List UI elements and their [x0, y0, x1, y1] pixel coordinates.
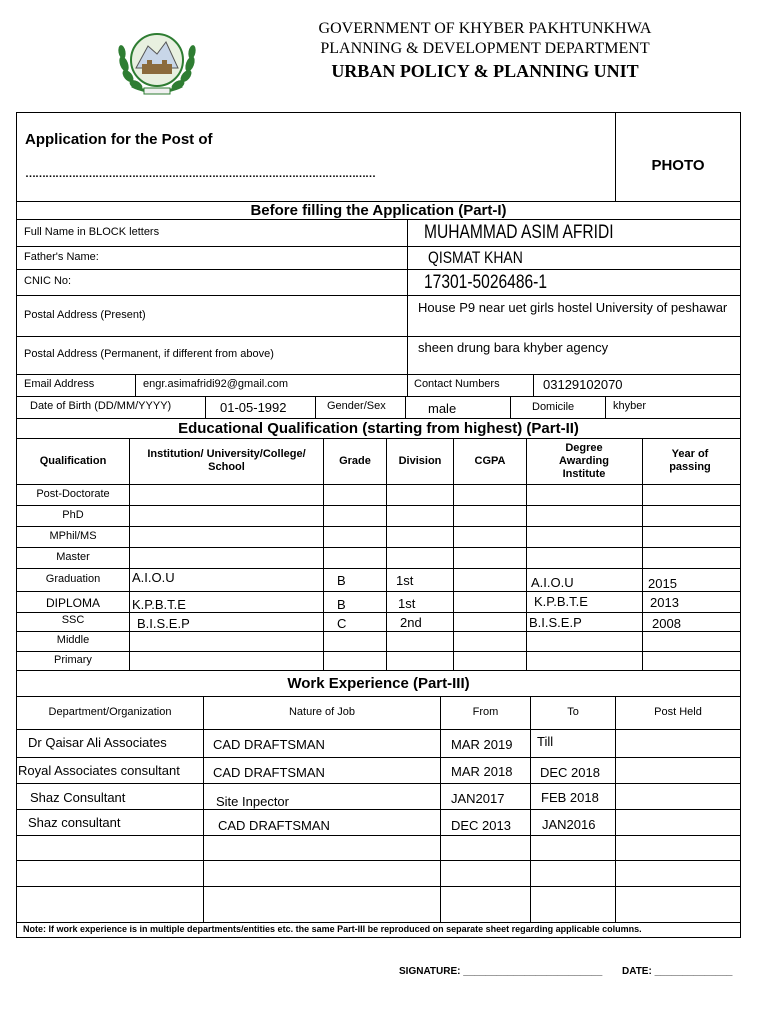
- gender-label: Gender/Sex: [327, 400, 386, 412]
- work-row-nature[interactable]: CAD DRAFTSMAN: [218, 818, 330, 833]
- header-department: PLANNING & DEVELOPMENT DEPARTMENT: [320, 40, 650, 57]
- edu-header-qualification: Qualification: [39, 455, 107, 467]
- edu-header-institution: Institution/ University/College/ School: [147, 448, 306, 473]
- edu-row-division[interactable]: 2nd: [400, 615, 422, 630]
- post-dots-field[interactable]: ……………………………………………………………………………………………: [25, 168, 375, 180]
- part1-title: Before filling the Application (Part-I): [250, 202, 507, 219]
- edu-row-grade[interactable]: B: [337, 573, 346, 588]
- header-government: GOVERNMENT OF KHYBER PAKHTUNKHWA: [318, 20, 652, 37]
- domicile-field[interactable]: khyber: [613, 400, 647, 412]
- gender-field[interactable]: male: [428, 401, 457, 416]
- edu-header-grade: Grade: [339, 455, 371, 467]
- full-name-label: Full Name in BLOCK letters: [24, 226, 160, 238]
- present-address-label: Postal Address (Present): [24, 309, 146, 321]
- present-address-field[interactable]: House P9 near uet girls hostel University of peshawar: [418, 300, 728, 315]
- edu-row-grade[interactable]: C: [337, 616, 347, 631]
- dob-field[interactable]: 01-05-1992: [220, 400, 287, 415]
- work-header-nature: Nature of Job: [288, 706, 356, 718]
- work-row-from[interactable]: MAR 2018: [451, 764, 513, 779]
- work-row-organization[interactable]: Dr Qaisar Ali Associates: [28, 735, 167, 750]
- edu-row-division[interactable]: 1st: [396, 573, 414, 588]
- full-name-value: MUHAMMAD ASIM AFRIDI: [424, 222, 614, 243]
- edu-row-qualification: Primary: [54, 654, 92, 666]
- domicile-label: Domicile: [532, 401, 575, 413]
- work-experience-note: Note: If work experience is in multiple departments/entities etc. the same Part-III be reproduced on separate sheet regarding applicable columns.: [23, 924, 642, 934]
- part3-title: Work Experience (Part-III): [287, 675, 470, 692]
- permanent-address-field[interactable]: sheen drung bara khyber agency: [418, 340, 609, 355]
- edu-row-qualification: SSC: [61, 614, 85, 626]
- edu-row-year[interactable]: 2008: [652, 616, 681, 631]
- edu-row-division[interactable]: 1st: [398, 596, 416, 611]
- edu-row-qualification: Master: [56, 551, 90, 563]
- work-row-from[interactable]: MAR 2019: [451, 737, 513, 752]
- work-row-to[interactable]: Till: [537, 734, 554, 749]
- edu-header-year: Year of passing: [669, 448, 711, 473]
- edu-row-awarding[interactable]: A.I.O.U: [531, 575, 574, 590]
- edu-row-qualification: PhD: [62, 509, 84, 521]
- photo-label: PHOTO: [651, 157, 705, 174]
- edu-row-institution[interactable]: B.I.S.E.P: [137, 616, 190, 631]
- work-row-to[interactable]: JAN2016: [542, 817, 596, 832]
- work-header-organization: Department/Organization: [48, 706, 172, 718]
- date-field[interactable]: DATE: ______________: [622, 966, 733, 977]
- work-row-organization[interactable]: Shaz Consultant: [30, 790, 126, 805]
- edu-row-awarding[interactable]: B.I.S.E.P: [529, 615, 582, 630]
- father-name-value: QISMAT KHAN: [428, 248, 523, 267]
- work-header-to: To: [567, 706, 579, 718]
- edu-row-qualification: MPhil/MS: [49, 530, 97, 542]
- edu-row-qualification: Middle: [56, 634, 90, 646]
- edu-header-division: Division: [398, 455, 442, 467]
- edu-row-qualification: Graduation: [45, 573, 101, 585]
- dob-label: Date of Birth (DD/MM/YYYY): [30, 400, 172, 412]
- header-unit: URBAN POLICY & PLANNING UNIT: [331, 61, 639, 81]
- work-row-to[interactable]: FEB 2018: [541, 790, 599, 805]
- edu-row-institution[interactable]: A.I.O.U: [132, 570, 175, 585]
- post-label: Application for the Post of: [25, 131, 213, 148]
- cnic-label: CNIC No:: [24, 275, 72, 287]
- edu-header-awarding: Degree Awarding Institute: [559, 442, 609, 480]
- government-emblem-logo: [114, 24, 200, 98]
- work-row-organization[interactable]: Shaz consultant: [28, 815, 121, 830]
- work-row-nature[interactable]: CAD DRAFTSMAN: [213, 765, 325, 780]
- edu-row-qualification: DIPLOMA: [45, 596, 100, 610]
- edu-row-year[interactable]: 2013: [650, 595, 679, 610]
- permanent-address-label: Postal Address (Permanent, if different from above): [24, 348, 274, 360]
- contact-label: Contact Numbers: [414, 378, 500, 390]
- contact-field[interactable]: 03129102070: [543, 377, 623, 392]
- signature-field[interactable]: SIGNATURE: _________________________: [399, 966, 603, 977]
- edu-row-institution[interactable]: K.P.B.T.E: [132, 597, 186, 612]
- email-field[interactable]: engr.asimafridi92@gmail.com: [143, 378, 289, 390]
- work-row-from[interactable]: DEC 2013: [451, 818, 511, 833]
- work-row-nature[interactable]: CAD DRAFTSMAN: [213, 737, 325, 752]
- edu-header-cgpa: CGPA: [474, 455, 506, 467]
- edu-row-awarding[interactable]: K.P.B.T.E: [534, 594, 588, 609]
- work-row-organization[interactable]: Royal Associates consultant: [18, 763, 180, 778]
- work-header-post: Post Held: [654, 706, 702, 718]
- work-row-nature[interactable]: Site Inpector: [216, 794, 289, 809]
- email-label: Email Address: [24, 378, 95, 390]
- edu-row-grade[interactable]: B: [337, 597, 346, 612]
- work-header-from: From: [472, 706, 499, 718]
- cnic-field[interactable]: [424, 272, 574, 294]
- work-row-to[interactable]: DEC 2018: [540, 765, 600, 780]
- work-row-from[interactable]: JAN2017: [451, 791, 505, 806]
- edu-row-year[interactable]: 2015: [648, 576, 677, 591]
- full-name-field[interactable]: [424, 222, 655, 244]
- part2-title: Educational Qualification (starting from highest) (Part-II): [178, 420, 579, 437]
- photo-box[interactable]: [616, 113, 740, 201]
- father-name-label: Father's Name:: [24, 251, 99, 263]
- cnic-value: 17301-5026486-1: [424, 272, 548, 293]
- father-name-field[interactable]: [428, 248, 544, 268]
- edu-row-qualification: Post-Doctorate: [36, 488, 110, 500]
